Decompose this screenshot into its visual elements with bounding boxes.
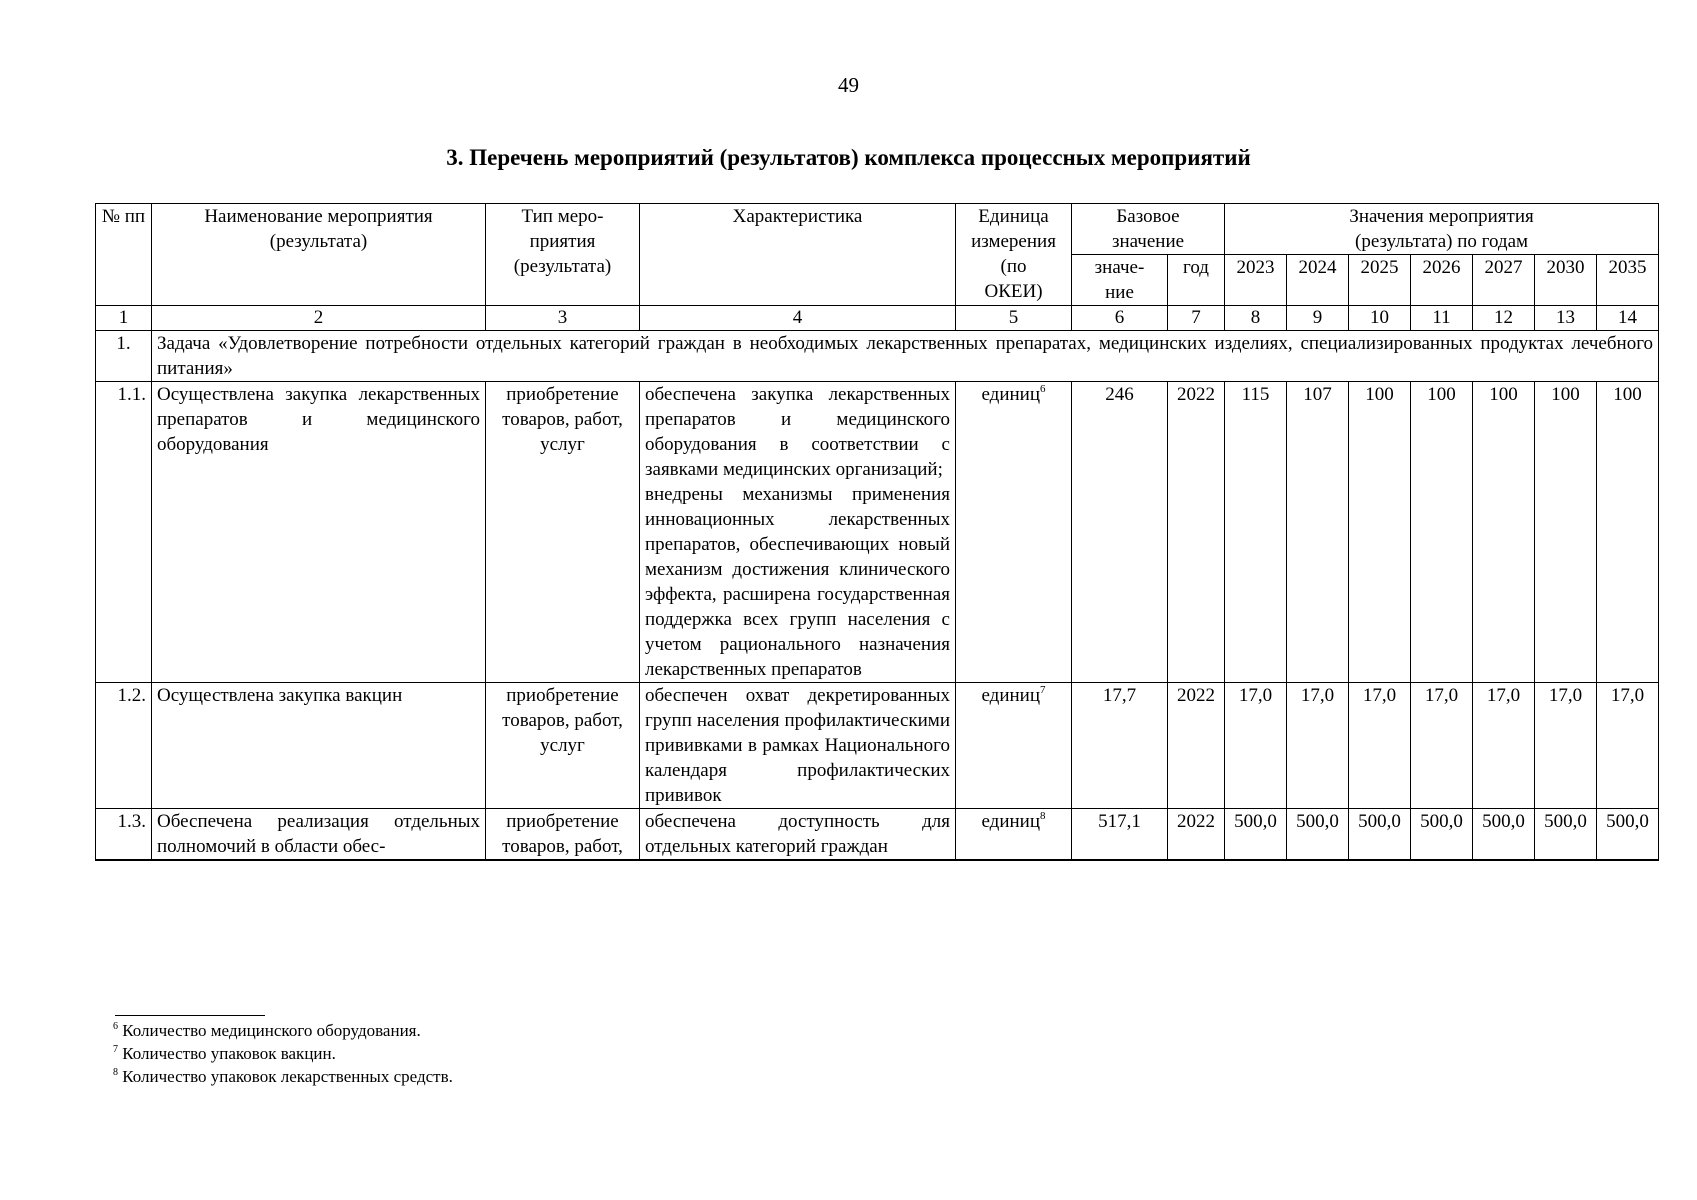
table-row [96, 382, 1659, 683]
footnote-item [113, 1019, 453, 1042]
header-row-1 [96, 204, 1659, 255]
header-year: 2027 [1473, 255, 1535, 306]
row-base-value: 17,7 [1072, 683, 1168, 809]
footnote-separator [115, 1015, 265, 1016]
column-number: 12 [1473, 306, 1535, 331]
row-value: 100 [1597, 382, 1659, 683]
row-num: 1.1. [96, 382, 152, 683]
row-value: 100 [1535, 382, 1597, 683]
footnote-mark: 8 [113, 1067, 118, 1078]
row-value: 500,0 [1225, 809, 1287, 861]
row-unit [956, 382, 1072, 683]
header-unit-line-1: Единица [978, 206, 1049, 227]
row-value: 17,0 [1225, 683, 1287, 809]
row-value: 17,0 [1597, 683, 1659, 809]
column-number: 14 [1597, 306, 1659, 331]
row-characteristic [640, 382, 956, 683]
footnote-item [113, 1065, 453, 1088]
footnote-text: Количество упаковок вакцин. [122, 1044, 336, 1063]
column-number-row [96, 306, 1659, 331]
row-base-value: 246 [1072, 382, 1168, 683]
header-name: Наименование мероприятия (результата) [152, 204, 486, 306]
header-year: 2030 [1535, 255, 1597, 306]
header-year: 2026 [1411, 255, 1473, 306]
header-base-value-line-2: ние [1105, 282, 1134, 303]
footnote-item [113, 1042, 453, 1065]
table-row [96, 809, 1659, 861]
row-characteristic [640, 809, 956, 861]
row-characteristic-paragraph: обеспечен охват декретированных групп населения профилактическими прививками в рамках Национального календаря профилактических прививок [645, 685, 950, 806]
column-number: 5 [956, 306, 1072, 331]
column-number: 1 [96, 306, 152, 331]
header-unit-line-2: измерения [971, 231, 1056, 252]
footnote-text: Количество медицинского оборудования. [122, 1021, 421, 1040]
header-num: № пп [96, 204, 152, 306]
row-value: 17,0 [1411, 683, 1473, 809]
activities-table [95, 203, 1659, 861]
row-characteristic-paragraph: внедрены механизмы применения инновационных лекарственных препаратов, обеспечивающих новый механизм достижения клинического эффекта, расширена государственная поддержка всех групп населения с учетом рационального назначения лекарственных препаратов [645, 484, 950, 680]
header-base-value [1072, 255, 1168, 306]
row-base-year: 2022 [1168, 382, 1225, 683]
column-number: 4 [640, 306, 956, 331]
row-value: 17,0 [1473, 683, 1535, 809]
header-type-line-2: приятия [529, 231, 596, 252]
row-unit-text: единиц [981, 811, 1041, 832]
header-base-line-2: значение [1111, 231, 1185, 252]
task-text: Задача «Удовлетворение потребности отдельных категорий граждан в необходимых лекарственных препаратах, медицинских изделиях, специализированных продуктах лечебного питания» [152, 331, 1659, 382]
column-number: 9 [1287, 306, 1349, 331]
task-num: 1. [96, 331, 152, 382]
header-year: 2024 [1287, 255, 1349, 306]
footnote-mark: 6 [113, 1021, 118, 1032]
row-value: 100 [1411, 382, 1473, 683]
footnote-ref: 7 [1040, 684, 1046, 696]
header-base [1072, 204, 1225, 255]
header-type-line-3: (результата) [513, 256, 612, 277]
header-type-line-1: Тип меро- [521, 206, 604, 227]
row-type: приобретение товаров, работ, [486, 809, 640, 861]
row-unit-text: единиц [981, 685, 1041, 706]
task-row [96, 331, 1659, 382]
footnotes [113, 1019, 453, 1088]
row-value: 17,0 [1287, 683, 1349, 809]
column-number: 7 [1168, 306, 1225, 331]
footnote-text: Количество упаковок лекарственных средств. [122, 1067, 453, 1086]
header-year: 2025 [1349, 255, 1411, 306]
header-base-line-1: Базовое [1116, 206, 1180, 227]
header-unit-line-4: ОКЕИ) [984, 281, 1043, 302]
row-value: 115 [1225, 382, 1287, 683]
footnote-mark: 7 [113, 1044, 118, 1055]
header-year: 2023 [1225, 255, 1287, 306]
row-name: Обеспечена реализация отдельных полномочий в области обес- [152, 809, 486, 861]
header-values [1225, 204, 1659, 255]
header-values-line-2: (результата) по годам [1355, 231, 1529, 252]
table-row [96, 683, 1659, 809]
footnote-ref: 8 [1040, 810, 1046, 822]
column-number: 2 [152, 306, 486, 331]
header-characteristic: Характеристика [640, 204, 956, 306]
row-base-year: 2022 [1168, 683, 1225, 809]
column-number: 13 [1535, 306, 1597, 331]
row-value: 500,0 [1535, 809, 1597, 861]
row-value: 500,0 [1287, 809, 1349, 861]
column-number: 10 [1349, 306, 1411, 331]
row-name: Осуществлена закупка лекарственных препаратов и медицинского оборудования [152, 382, 486, 683]
row-name: Осуществлена закупка вакцин [152, 683, 486, 809]
header-base-year: год [1168, 255, 1225, 306]
row-base-year: 2022 [1168, 809, 1225, 861]
row-value: 107 [1287, 382, 1349, 683]
header-type [486, 204, 640, 306]
footnote-ref: 6 [1040, 383, 1046, 395]
row-characteristic-paragraph: обеспечена доступность для отдельных категорий граждан [645, 811, 950, 857]
row-value: 500,0 [1349, 809, 1411, 861]
row-num: 1.3. [96, 809, 152, 861]
row-value: 100 [1473, 382, 1535, 683]
row-type: приобретение товаров, работ, услуг [486, 382, 640, 683]
row-characteristic [640, 683, 956, 809]
document-title: 3. Перечень мероприятий (результатов) комплекса процессных мероприятий [446, 145, 1251, 170]
page-number: 49 [838, 73, 859, 97]
header-unit-line-3: (по [1000, 256, 1027, 277]
column-number: 8 [1225, 306, 1287, 331]
header-year: 2035 [1597, 255, 1659, 306]
row-value: 500,0 [1597, 809, 1659, 861]
row-value: 17,0 [1535, 683, 1597, 809]
row-characteristic-paragraph: обеспечена закупка лекарственных препаратов и медицинского оборудования в соответствии с заявками медицинских организаций; [645, 384, 950, 480]
row-unit [956, 809, 1072, 861]
header-base-value-line-1: значе- [1094, 257, 1145, 278]
row-base-value: 517,1 [1072, 809, 1168, 861]
row-value: 17,0 [1349, 683, 1411, 809]
column-number: 11 [1411, 306, 1473, 331]
row-unit [956, 683, 1072, 809]
header-values-line-1: Значения мероприятия [1349, 206, 1534, 227]
header-unit [956, 204, 1072, 306]
row-value: 500,0 [1473, 809, 1535, 861]
row-num: 1.2. [96, 683, 152, 809]
row-unit-text: единиц [981, 384, 1041, 405]
column-number: 3 [486, 306, 640, 331]
row-value: 100 [1349, 382, 1411, 683]
row-value: 500,0 [1411, 809, 1473, 861]
row-type: приобретение товаров, работ, услуг [486, 683, 640, 809]
column-number: 6 [1072, 306, 1168, 331]
